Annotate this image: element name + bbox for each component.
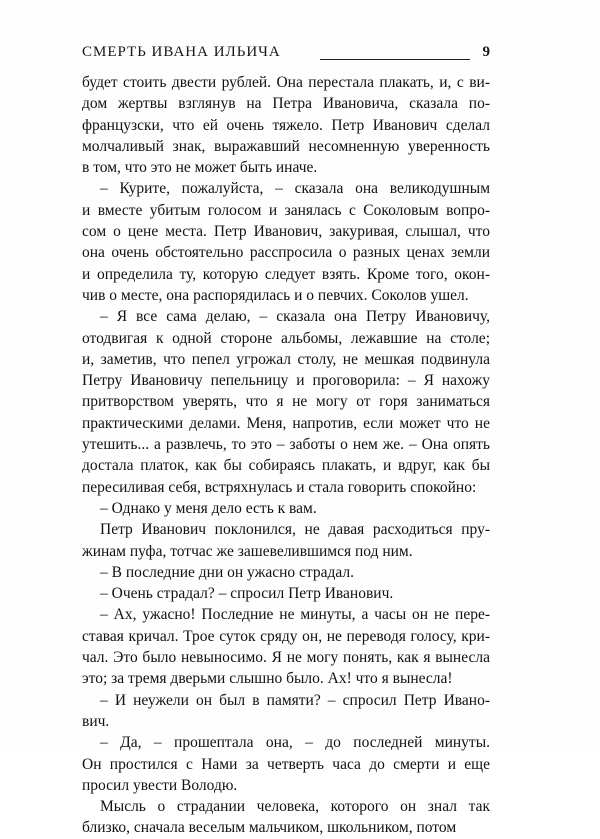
- paragraph: [82, 562, 490, 583]
- header-rule: [320, 59, 470, 60]
- text-line: близко, сначала веселым мальчиком, школьником, потом: [82, 819, 457, 837]
- text-line: она очень обстоятельно расспросила о разных ценах земли: [82, 244, 490, 262]
- text-line: Петру Ивановичу пепельницу и проговорила: – Я нахожу: [82, 372, 490, 390]
- text-line: ставая кричал. Трое суток сряду он, не переводя голосу, кри-: [82, 627, 490, 645]
- text-line: чив о месте, она распорядилась и о певчих. Соколов ушел.: [82, 286, 469, 304]
- paragraph: [82, 306, 490, 498]
- text-line: достала платок, как бы собираясь плакать, и вдруг, как бы: [82, 457, 490, 475]
- text-line: – Очень страдал? – спросил Петр Иванович.: [100, 585, 394, 603]
- text-line: Петр Иванович поклонился, не давая расходиться пру-: [100, 521, 490, 539]
- text-line: будет стоить двести рублей. Она перестала плакать, и, с ви-: [82, 74, 490, 91]
- paragraph: [82, 604, 490, 689]
- text-line: притворством уверять, что я не могу от горя заниматься: [82, 393, 490, 411]
- text-line: Мысль о страдании человека, которого он знал так: [100, 798, 490, 816]
- text-line: жинам пуфа, тотчас же зашевелившимся под ним.: [82, 542, 413, 560]
- text-line: молчаливый знак, выражавший несомненную уверенность: [82, 137, 490, 155]
- text-line: отодвигая к одной стороне альбомы, лежавшие на столе;: [82, 329, 490, 347]
- text-line: дом жертвы взглянув на Петра Ивановича, сказала по-: [82, 95, 490, 113]
- text-line: – Курите, пожалуйста, – сказала она великодушным: [100, 180, 490, 198]
- paragraph: [82, 519, 490, 562]
- text-line: утешить... а развлечь, то это – заботы о нем же. – Она опять: [82, 436, 490, 454]
- paragraph: [82, 72, 490, 178]
- text-line: чал. Это было невыносимо. Я не могу понять, как я вынесла: [82, 649, 490, 667]
- text-line: – Однако у меня дело есть к вам.: [100, 499, 317, 517]
- text-line: это; за тремя дверьми слышно было. Ах! что я вынесла!: [82, 670, 453, 688]
- page-number: 9: [482, 44, 490, 60]
- text-line: и, заметив, что пепел угрожал столу, не мешкая подвинула: [82, 350, 490, 368]
- text-line: практическими делами. Меня, напротив, если может что не: [82, 414, 490, 432]
- paragraph: [82, 583, 490, 604]
- text-line: – И неужели он был в памяти? – спросил Петр Ивано-: [100, 691, 490, 709]
- text-line: пересиливая себя, встряхнулась и стала говорить спокойно:: [82, 478, 477, 496]
- text-line: – Ах, ужасно! Последние не минуты, а часы он не пере-: [100, 606, 490, 624]
- text-line: в том, что это не может быть иначе.: [82, 159, 318, 177]
- text-line: французски, что ей очень тяжело. Петр Иванович сделал: [82, 116, 490, 134]
- text-line: и вместе убитым голосом и занялась с Соколовым вопро-: [82, 201, 490, 219]
- text-line: – В последние дни он ужасно страдал.: [100, 563, 354, 581]
- paragraph: [82, 178, 490, 306]
- text-line: Он простился с Нами за четверть часа до смерти и еще: [82, 755, 490, 773]
- text-line: сом о цене места. Петр Иванович, закуривая, слышал, что: [82, 223, 490, 241]
- text-line: – Я все сама делаю, – сказала она Петру Ивановичу,: [100, 308, 490, 326]
- text-line: и определила ту, которую следует взять. Кроме того, окон-: [82, 265, 490, 283]
- text-line: вич.: [82, 712, 110, 730]
- text-line: просил увести Володю.: [82, 776, 238, 794]
- paragraph: [82, 498, 490, 519]
- paragraph: [82, 796, 490, 839]
- running-header: [82, 44, 490, 66]
- running-title: СМЕРТЬ ИВАНА ИЛЬИЧА: [82, 44, 281, 60]
- paragraph: [82, 732, 490, 796]
- body-text: [82, 72, 490, 839]
- paragraph: [82, 690, 490, 733]
- text-line: – Да, – прошептала она, – до последней минуты.: [100, 734, 490, 752]
